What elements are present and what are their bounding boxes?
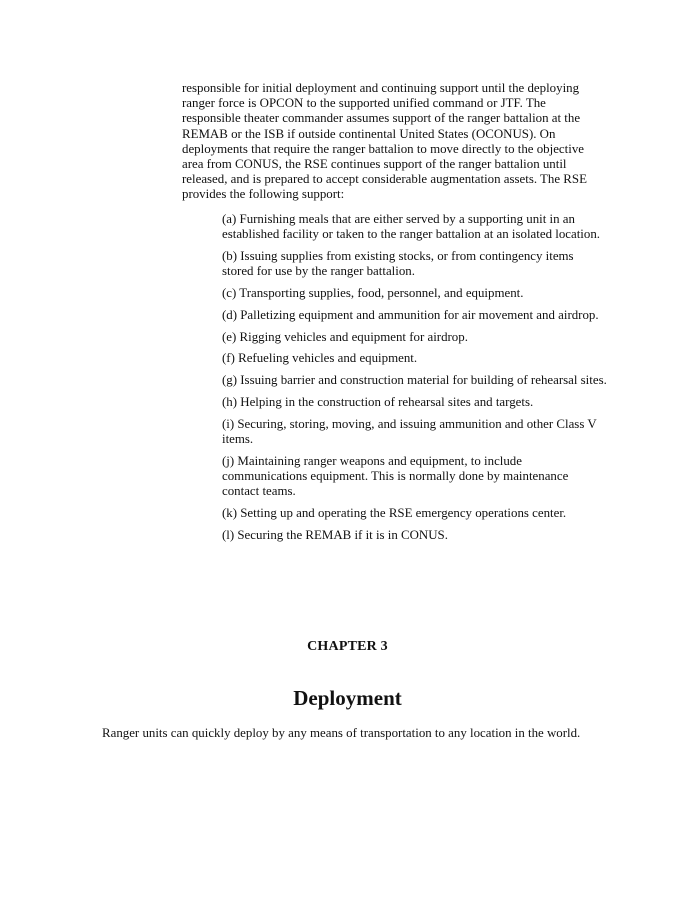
intro-paragraph: responsible for initial deployment and continuing support until the deploying ranger force is OPCON to the supported unified command or JTF. The responsible theater commander assumes support of the ranger battalion at the REMAB or the ISB if outside continental United States (OCONUS). On deployments that require the ranger battalion to move directly to the objective area from CONUS, the RSE continues support of the ranger battalion until released, and is prepared to accept considerable augmentation assets. The RSE provides the following support: [182,81,587,202]
support-item-h: (h) Helping in the construction of rehearsal sites and targets. [222,394,534,409]
support-item-f: (f) Refueling vehicles and equipment. [222,351,418,366]
support-item-l: (l) Securing the REMAB if it is in CONUS. [222,527,448,542]
support-list [222,212,607,550]
support-item-i: (i) Securing, storing, moving, and issuing ammunition and other Class V items. [222,416,597,446]
support-item-j: (j) Maintaining ranger weapons and equipment, to include communications equipment. This is normally done by maintenance contact teams. [222,453,569,499]
chapter-title: Deployment [293,686,402,710]
chapter-body-paragraph: Ranger units can quickly deploy by any means of transportation to any location in the world. [102,726,581,740]
support-item-e: (e) Rigging vehicles and equipment for airdrop. [222,329,468,344]
support-item-b: (b) Issuing supplies from existing stocks, or from contingency items stored for use by the ranger battalion. [222,249,574,279]
support-item-c: (c) Transporting supplies, food, personnel, and equipment. [222,286,524,300]
support-item-k: (k) Setting up and operating the RSE emergency operations center. [222,505,567,520]
chapter-label: CHAPTER 3 [307,639,388,654]
support-item-d: (d) Palletizing equipment and ammunition for air movement and airdrop. [222,307,599,322]
support-item-a: (a) Furnishing meals that are either served by a supporting unit in an established facility or taken to the ranger battalion at an isolated location. [222,212,600,242]
support-item-g: (g) Issuing barrier and construction material for building of rehearsal sites. [222,373,607,388]
